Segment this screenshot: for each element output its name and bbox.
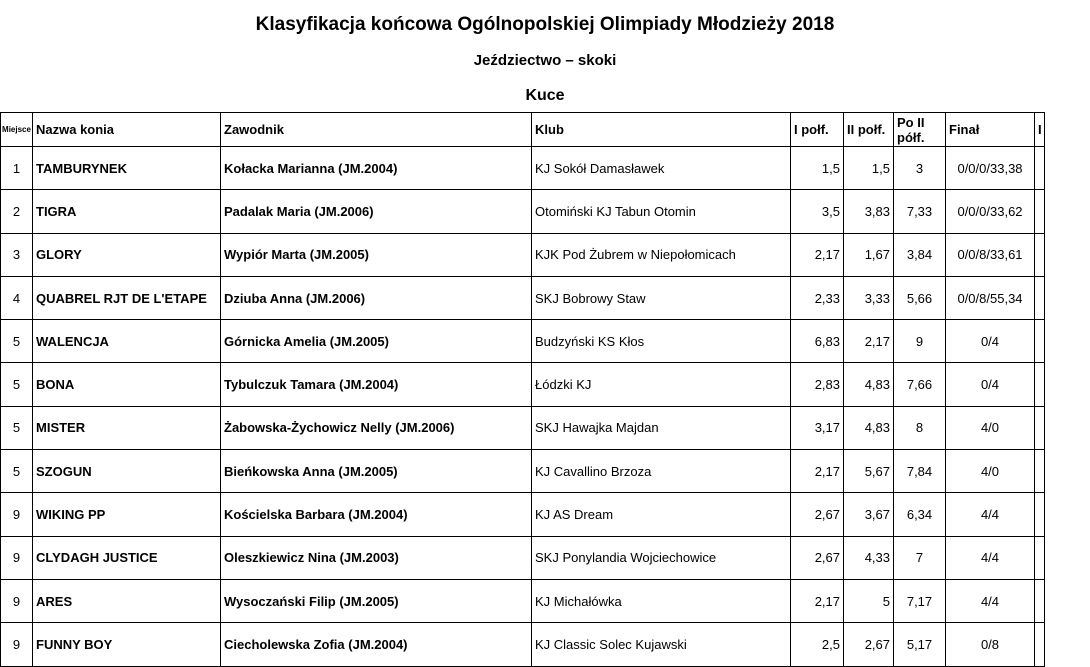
cell-final: 0/0/8/33,61: [946, 233, 1035, 276]
table-row: [1, 536, 1045, 579]
cell-rider: Oleszkiewicz Nina (JM.2003): [221, 536, 532, 579]
table-row: [1, 493, 1045, 536]
cell-final: 4/4: [946, 579, 1035, 622]
cell-round2: 5: [844, 579, 894, 622]
cell-rider: Dziuba Anna (JM.2006): [221, 276, 532, 319]
cell-extra: [1035, 320, 1045, 363]
cell-rider: Bieńkowska Anna (JM.2005): [221, 450, 532, 493]
cell-horse-name: FUNNY BOY: [33, 623, 221, 666]
cell-after-round2: 7,17: [894, 579, 946, 622]
cell-rider: Wysoczański Filip (JM.2005): [221, 579, 532, 622]
table-row: [1, 320, 1045, 363]
col-header-extra: I: [1035, 113, 1045, 147]
cell-round2: 3,67: [844, 493, 894, 536]
cell-place: 1: [1, 147, 33, 190]
col-header-round2: II połf.: [844, 113, 894, 147]
cell-place: 5: [1, 320, 33, 363]
cell-round1: 2,17: [791, 233, 844, 276]
cell-after-round2: 7: [894, 536, 946, 579]
results-table: [0, 112, 1045, 667]
table-row: [1, 233, 1045, 276]
cell-round2: 2,17: [844, 320, 894, 363]
table-row: [1, 450, 1045, 493]
cell-rider: Tybulczuk Tamara (JM.2004): [221, 363, 532, 406]
cell-rider: Żabowska-Żychowicz Nelly (JM.2006): [221, 406, 532, 449]
cell-extra: [1035, 450, 1045, 493]
cell-horse-name: MISTER: [33, 406, 221, 449]
cell-horse-name: BONA: [33, 363, 221, 406]
cell-place: 5: [1, 406, 33, 449]
page-title: Klasyfikacja końcowa Ogólnopolskiej Olimpiady Młodzieży 2018: [255, 14, 835, 35]
cell-extra: [1035, 536, 1045, 579]
col-header-final: Finał: [946, 113, 1035, 147]
col-header-after-round2: Po II półf.: [894, 113, 946, 147]
table-row: [1, 276, 1045, 319]
col-header-horse: Nazwa konia: [33, 113, 221, 147]
cell-after-round2: 8: [894, 406, 946, 449]
cell-final: 4/0: [946, 450, 1035, 493]
cell-extra: [1035, 623, 1045, 666]
cell-club: SKJ Ponylandia Wojciechowice: [532, 536, 791, 579]
cell-round2: 4,83: [844, 406, 894, 449]
cell-club: KJ Michałówka: [532, 579, 791, 622]
cell-horse-name: CLYDAGH JUSTICE: [33, 536, 221, 579]
cell-round1: 2,5: [791, 623, 844, 666]
cell-horse-name: QUABREL RJT DE L'ETAPE: [33, 276, 221, 319]
cell-final: 0/8: [946, 623, 1035, 666]
table-row: [1, 147, 1045, 190]
cell-extra: [1035, 276, 1045, 319]
cell-club: KJ Cavallino Brzoza: [532, 450, 791, 493]
cell-final: 0/4: [946, 320, 1035, 363]
cell-horse-name: TAMBURYNEK: [33, 147, 221, 190]
table-row: [1, 190, 1045, 233]
cell-round1: 2,67: [791, 536, 844, 579]
cell-rider: Padalak Maria (JM.2006): [221, 190, 532, 233]
cell-club: KJ Classic Solec Kujawski: [532, 623, 791, 666]
table-row: [1, 406, 1045, 449]
cell-extra: [1035, 579, 1045, 622]
cell-after-round2: 9: [894, 320, 946, 363]
col-header-round1: I połf.: [791, 113, 844, 147]
cell-rider: Górnicka Amelia (JM.2005): [221, 320, 532, 363]
col-header-club: Klub: [532, 113, 791, 147]
cell-place: 5: [1, 450, 33, 493]
cell-round2: 3,33: [844, 276, 894, 319]
cell-club: KJK Pod Żubrem w Niepołomicach: [532, 233, 791, 276]
cell-round1: 2,17: [791, 579, 844, 622]
cell-after-round2: 3,84: [894, 233, 946, 276]
col-header-place: Miejsce: [1, 113, 33, 147]
cell-round2: 1,5: [844, 147, 894, 190]
cell-round2: 3,83: [844, 190, 894, 233]
discipline-subtitle: Jeździectwo – skoki: [473, 52, 617, 69]
cell-extra: [1035, 406, 1045, 449]
cell-extra: [1035, 233, 1045, 276]
cell-round2: 1,67: [844, 233, 894, 276]
cell-club: KJ AS Dream: [532, 493, 791, 536]
cell-extra: [1035, 493, 1045, 536]
table-row: [1, 623, 1045, 666]
cell-final: 4/4: [946, 536, 1035, 579]
cell-horse-name: WIKING PP: [33, 493, 221, 536]
cell-after-round2: 5,17: [894, 623, 946, 666]
cell-round2: 5,67: [844, 450, 894, 493]
cell-after-round2: 7,33: [894, 190, 946, 233]
cell-rider: Wypiór Marta (JM.2005): [221, 233, 532, 276]
cell-final: 4/0: [946, 406, 1035, 449]
cell-club: Łódzki KJ: [532, 363, 791, 406]
cell-club: Budzyński KS Kłos: [532, 320, 791, 363]
cell-final: 0/0/8/55,34: [946, 276, 1035, 319]
cell-after-round2: 5,66: [894, 276, 946, 319]
cell-rider: Kościelska Barbara (JM.2004): [221, 493, 532, 536]
cell-place: 9: [1, 493, 33, 536]
cell-final: 0/0/0/33,38: [946, 147, 1035, 190]
cell-club: Otomiński KJ Tabun Otomin: [532, 190, 791, 233]
cell-horse-name: GLORY: [33, 233, 221, 276]
cell-final: 0/4: [946, 363, 1035, 406]
cell-horse-name: SZOGUN: [33, 450, 221, 493]
cell-place: 2: [1, 190, 33, 233]
cell-rider: Ciecholewska Zofia (JM.2004): [221, 623, 532, 666]
cell-club: SKJ Bobrowy Staw: [532, 276, 791, 319]
cell-after-round2: 6,34: [894, 493, 946, 536]
cell-horse-name: WALENCJA: [33, 320, 221, 363]
cell-final: 4/4: [946, 493, 1035, 536]
table-header-row: [1, 113, 1045, 147]
cell-extra: [1035, 363, 1045, 406]
cell-round2: 2,67: [844, 623, 894, 666]
cell-after-round2: 7,84: [894, 450, 946, 493]
cell-round1: 2,83: [791, 363, 844, 406]
cell-round2: 4,33: [844, 536, 894, 579]
category-subtitle: Kuce: [525, 87, 565, 104]
table-row: [1, 579, 1045, 622]
cell-round1: 1,5: [791, 147, 844, 190]
cell-horse-name: ARES: [33, 579, 221, 622]
cell-club: KJ Sokół Damasławek: [532, 147, 791, 190]
cell-place: 5: [1, 363, 33, 406]
cell-place: 9: [1, 579, 33, 622]
cell-extra: [1035, 147, 1045, 190]
cell-place: 4: [1, 276, 33, 319]
cell-round1: 2,67: [791, 493, 844, 536]
cell-after-round2: 3: [894, 147, 946, 190]
cell-round1: 6,83: [791, 320, 844, 363]
cell-rider: Kołacka Marianna (JM.2004): [221, 147, 532, 190]
table-row: [1, 363, 1045, 406]
cell-round2: 4,83: [844, 363, 894, 406]
cell-round1: 3,5: [791, 190, 844, 233]
cell-extra: [1035, 190, 1045, 233]
cell-place: 9: [1, 623, 33, 666]
cell-round1: 2,33: [791, 276, 844, 319]
cell-round1: 2,17: [791, 450, 844, 493]
cell-after-round2: 7,66: [894, 363, 946, 406]
col-header-rider: Zawodnik: [221, 113, 532, 147]
cell-horse-name: TIGRA: [33, 190, 221, 233]
cell-club: SKJ Hawajka Majdan: [532, 406, 791, 449]
cell-place: 9: [1, 536, 33, 579]
cell-place: 3: [1, 233, 33, 276]
cell-round1: 3,17: [791, 406, 844, 449]
cell-final: 0/0/0/33,62: [946, 190, 1035, 233]
